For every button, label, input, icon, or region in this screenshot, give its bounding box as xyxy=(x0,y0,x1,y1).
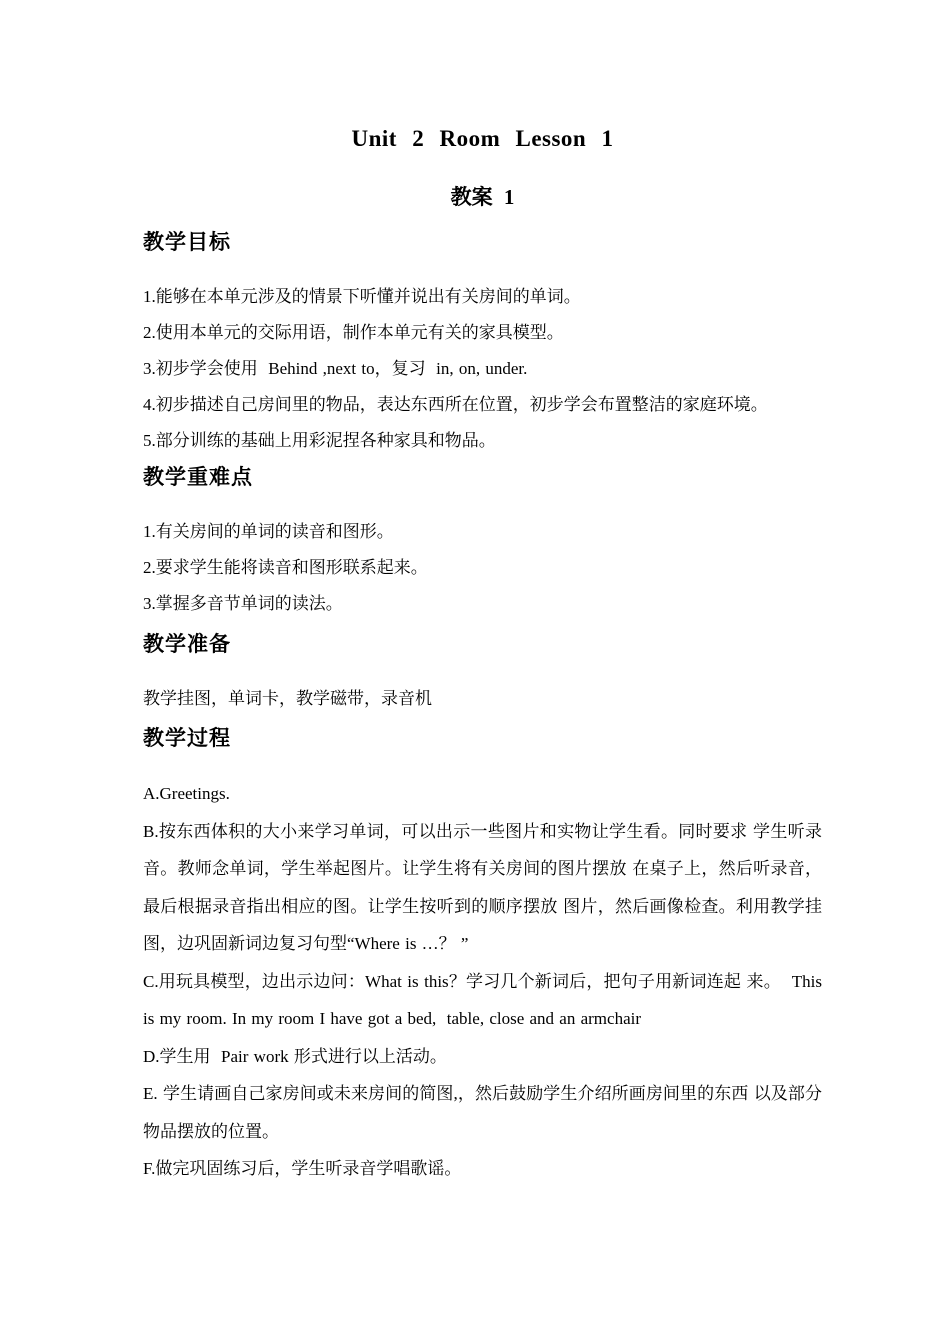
paragraph: 3.初步学会使用 Behind ,next to，复习 in, on, under. xyxy=(143,359,528,378)
section-heading-key-difficulties: 教学重难点 xyxy=(143,466,253,489)
section-teaching-objectives xyxy=(143,228,822,459)
paragraph: 1.能够在本单元涉及的情景下听懂并说出有关房间的单词。 xyxy=(143,287,581,306)
paragraph: 5.部分训练的基础上用彩泥捏各种家具和物品。 xyxy=(143,431,496,450)
section-heading-objectives: 教学目标 xyxy=(143,231,231,254)
paragraph-step-c: C.用玩具模型，边出示边问：What is this？学习几个新词后，把句子用新词连起 来。 This is my room. In my room I have got a bed, table, close and an armchair xyxy=(143,971,828,1028)
paragraph-step-b: B.按东西体积的大小来学习单词，可以出示一些图片和实物让学生看。同时要求 学生听录音。教师念单词，学生举起图片。让学生将有关房间的图片摆放 在桌子上，然后听录音，最后根据录音指出相应的图。让学生按听到的顺序摆放 图片，然后画像检查。利用教学挂图，边巩固新词边复习句型“Where is …？ ” xyxy=(143,821,822,953)
paragraph-step-e: E. 学生请画自己家房间或未来房间的简图,，然后鼓励学生介绍所画房间里的东西 以及部分物品摆放的位置。 xyxy=(143,1084,822,1141)
paragraph: 3.掌握多音节单词的读法。 xyxy=(143,594,343,613)
paragraph-step-a: A.Greetings. xyxy=(143,784,230,803)
document-subtitle: 教案 1 xyxy=(450,185,515,209)
paragraph: 4.初步描述自己房间里的物品，表达东西所在位置，初步学会布置整洁的家庭环境。 xyxy=(143,395,768,414)
paragraph: 教学挂图，单词卡，教学磁带，录音机 xyxy=(143,689,432,708)
section-heading-preparation: 教学准备 xyxy=(143,633,231,656)
paragraph-step-f: F.做完巩固练习后，学生听录音学唱歌谣。 xyxy=(143,1159,462,1178)
paragraph: 2.要求学生能将读音和图形联系起来。 xyxy=(143,558,428,577)
section-preparation xyxy=(143,630,822,717)
document-title: Unit 2 Room Lesson 1 xyxy=(351,126,614,151)
section-process xyxy=(143,724,828,1188)
paragraph: 1.有关房间的单词的读音和图形。 xyxy=(143,522,394,541)
paragraph: 2.使用本单元的交际用语，制作本单元有关的家具模型。 xyxy=(143,323,564,342)
paragraph-step-d: D.学生用 Pair work 形式进行以上活动。 xyxy=(143,1046,447,1066)
section-key-difficulties xyxy=(143,463,822,622)
section-heading-process: 教学过程 xyxy=(143,727,231,750)
